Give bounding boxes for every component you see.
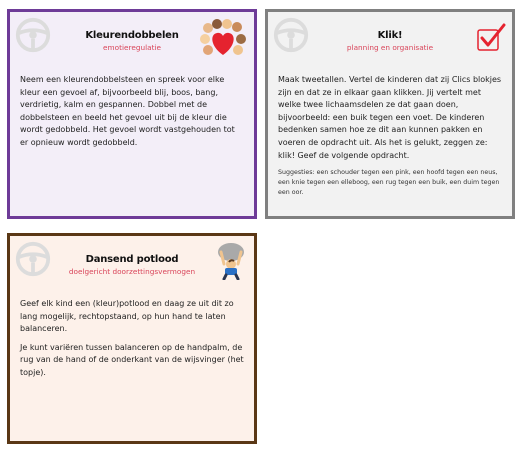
card-title: Dansend potlood <box>85 254 179 265</box>
activity-card-dansend-potlood <box>7 233 257 444</box>
card-instructions: Maak tweetallen. Vertel de kinderen dat zij Clics blokjes zijn en dat ze in elkaar gaan klikken. Jij vertelt met welke twee lichaamsdelen ze dat gaan doen, bijvoorbeeld: een buik tegen een voet. De kinderen bedenken samen hoe ze dit aan kunnen pakken en voeren de opdracht uit. Als het is gelukt, zeggen ze: klik! Geef de volgende opdracht. <box>278 75 502 160</box>
card-title: Kleurendobbelen <box>85 30 179 41</box>
activity-card-klik <box>265 9 515 219</box>
child-lifting-rock-icon <box>215 242 247 280</box>
card-subtitle: doelgericht doorzettingsvermogen <box>68 267 196 276</box>
faces-heart-icon <box>200 18 246 58</box>
checkbox-check-icon <box>475 22 507 54</box>
card-instructions: Neem een kleurendobbelsteen en spreek voor elke kleur een gevoel af, bijvoorbeeld blij, boos, bang, verdrietig, kalm en gespannen. Dobbel met de dobbelsteen en beeld het gevoel uit bij de kleur die wordt gedobbeld. Het gevoel wordt vastgehouden tot er opnieuw wordt gedobbeld. <box>20 75 235 147</box>
card-subtitle: planning en organisatie <box>346 43 434 52</box>
card-suggestions: Suggesties: een schouder tegen een pink, een hoofd tegen een neus, een knie tegen een elleboog, een rug tegen een buik, een duim tegen een oor. <box>278 169 500 197</box>
card-instructions: Geef elk kind een (kleur)potlood en daag ze uit dit zo lang mogelijk, rechtopstaand, op hun hand te laten balanceren. <box>20 299 234 334</box>
card-subtitle: emotieregulatie <box>103 43 161 52</box>
card-variation: Je kunt variëren tussen balanceren op de handpalm, de rug van de hand of de onderkant van de wijsvinger (het topje). <box>20 342 244 377</box>
activity-card-kleurendobbelen <box>7 9 257 219</box>
card-title: Klik! <box>377 30 403 41</box>
